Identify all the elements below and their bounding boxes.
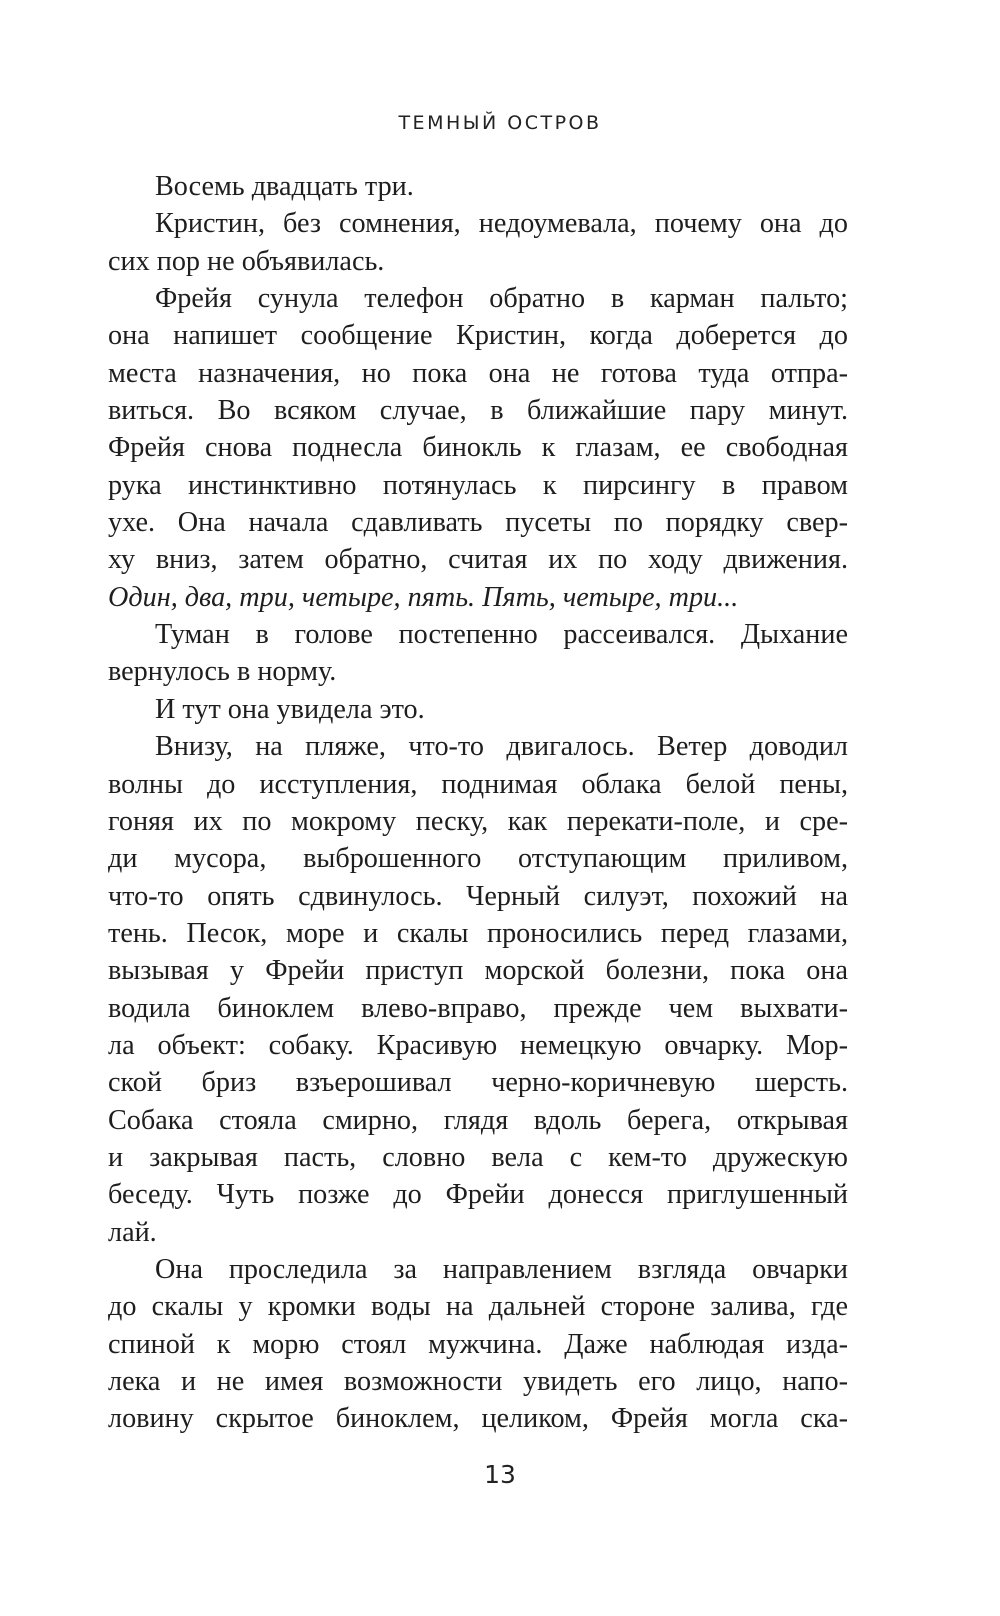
text-line: что-то опять сдвинулось. Черный силуэт, похожий на <box>108 880 848 912</box>
text-line: ла объект: собаку. Красивую немецкую овчарку. Мор- <box>108 1029 848 1061</box>
text-line: места назначения, но пока она не готова туда отпра- <box>108 357 848 389</box>
text-line: Фрейя сунула телефон обратно в карман пальто; <box>155 283 848 315</box>
text-line: водила биноклем влево-вправо, прежде чем выхвати- <box>108 992 848 1024</box>
text-line: ской бриз взъерошивал черно-коричневую шерсть. <box>108 1067 848 1099</box>
text-line: лека и не имея возможности увидеть его лицо, напо- <box>108 1366 848 1397</box>
text-line: Собака стояла смирно, глядя вдоль берега, открывая <box>108 1104 848 1136</box>
text-line: Фрейя снова поднесла бинокль к глазам, ее свободная <box>108 432 848 464</box>
body-text <box>108 168 848 1438</box>
text-line: Она проследила за направлением взгляда овчарки <box>155 1253 848 1285</box>
text-line: гоняя их по мокрому песку, как перекати-поле, и сре- <box>108 805 848 837</box>
text-line: ху вниз, затем обратно, считая их по ходу движения. <box>108 544 848 576</box>
text-line: волны до исступления, поднимая облака белой пены, <box>108 768 848 800</box>
text-line: Внизу, на пляже, что-то двигалось. Ветер доводил <box>155 731 848 763</box>
text-line: рука инстинктивно потянулась к пирсингу в правом <box>108 469 848 501</box>
running-head: ТЕМНЫЙ ОСТРОВ <box>398 112 602 134</box>
text-line: спиной к морю стоял мужчина. Даже наблюдая изда- <box>108 1328 848 1360</box>
page-number: 13 <box>484 1460 516 1489</box>
text-line: Туман в голове постепенно рассеивался. Дыхание <box>155 619 848 651</box>
text-line: ловину скрытое биноклем, целиком, Фрейя могла ска- <box>108 1403 848 1435</box>
text-line: ухе. Она начала сдавливать пусеты по порядку свер- <box>108 507 848 539</box>
text-line: виться. Во всяком случае, в ближайшие пару минут. <box>108 395 848 427</box>
text-line: вернулось в норму. <box>108 656 337 688</box>
text-line: ди мусора, выброшенного отступающим приливом, <box>108 843 848 875</box>
text-line: лай. <box>108 1216 157 1248</box>
text-line: Кристин, без сомнения, недоумевала, почему она до <box>155 208 848 240</box>
text-line-italic: Один, два, три, четыре, пять. Пять, четыре, три... <box>108 581 739 613</box>
text-line: беседу. Чуть позже до Фрейи донесся приглушенный <box>108 1179 848 1211</box>
text-line: до скалы у кромки воды на дальней стороне залива, где <box>108 1291 848 1323</box>
text-line: и закрывая пасть, словно вела с кем-то дружескую <box>108 1141 848 1173</box>
text-line: вызывая у Фрейи приступ морской болезни, пока она <box>108 955 848 987</box>
text-line: сих пор не объявилась. <box>108 245 385 277</box>
text-line: И тут она увидела это. <box>155 693 425 725</box>
text-line: Восемь двадцать три. <box>155 171 414 202</box>
text-line: она напишет сообщение Кристин, когда доберется до <box>108 320 848 352</box>
text-line: тень. Песок, море и скалы проносились перед глазами, <box>108 917 848 949</box>
